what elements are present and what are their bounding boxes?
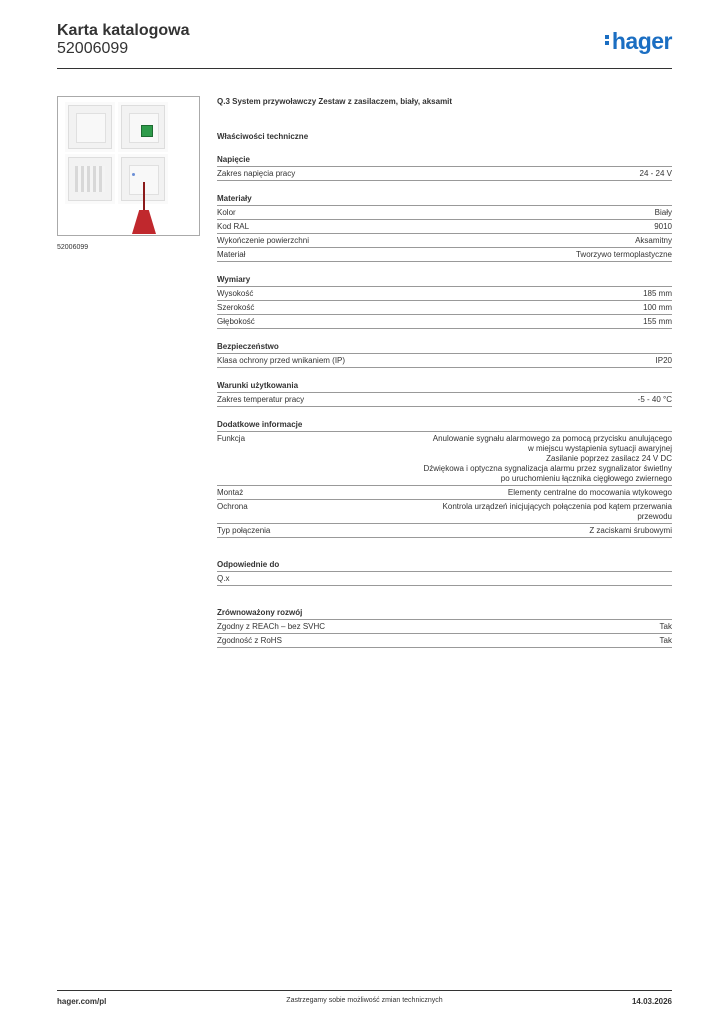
logo-dots-icon [605, 33, 610, 47]
spec-value [636, 356, 672, 366]
spec-value [634, 222, 672, 232]
section-title: Właściwości techniczne [217, 132, 309, 141]
spec-value-line: Dźwiękowa i optyczna sygnalizacja alarmu przez sygnalizator świetlny [423, 464, 672, 473]
page-header [57, 22, 672, 58]
spec-value-line: Tak [659, 622, 672, 631]
spec-row [217, 220, 672, 234]
spec-label: Typ połączenia [217, 526, 271, 535]
spec-value-line: Z zaciskami śrubowymi [589, 526, 672, 535]
spec-label: Szerokość [217, 303, 255, 312]
image-caption: 52006099 [57, 244, 89, 251]
spec-value-line: Biały [654, 208, 672, 217]
pull-cord-tile [121, 157, 165, 201]
spec-value [635, 208, 672, 218]
lamp-slats-icon [75, 166, 105, 192]
pull-handle-icon [132, 210, 156, 234]
spec-row [217, 432, 672, 486]
group-heading: Bezpieczeństwo [217, 342, 672, 354]
spec-row [217, 248, 672, 262]
spec-row [217, 354, 672, 368]
spec-row [217, 524, 672, 538]
spec-row [217, 620, 672, 634]
spec-value [623, 303, 672, 313]
spec-row [217, 500, 672, 524]
spec-label: Materiał [217, 250, 246, 259]
spec-value-line: 155 mm [643, 317, 672, 326]
spec-value [556, 250, 672, 260]
pull-cord-icon [143, 182, 145, 212]
spec-label: Montaż [217, 488, 244, 497]
group-heading: Warunki użytkowania [217, 381, 672, 393]
header-divider [57, 68, 672, 69]
spec-label: Kolor [217, 208, 236, 217]
spec-row [217, 486, 672, 500]
group-heading: Zrównoważony rozwój [217, 608, 672, 620]
spec-value-line: w miejscu wystąpienia sytuacji awaryjnej [527, 444, 672, 453]
spec-label: Klasa ochrony przed wnikaniem (IP) [217, 356, 346, 365]
spec-row [217, 167, 672, 181]
spec-value-line: Zasilanie poprzez zasilacz 24 V DC [546, 454, 672, 463]
led-icon [132, 173, 135, 176]
reset-button-tile [121, 105, 165, 149]
spec-value [488, 488, 672, 498]
spec-row [217, 634, 672, 648]
document-title: Karta katalogowa [57, 22, 190, 39]
spec-label: Zakres temperatur pracy [217, 395, 305, 404]
spec-value [623, 289, 672, 299]
spec-label: Ochrona [217, 502, 248, 511]
spec-label: Funkcja [217, 434, 246, 443]
spec-row [217, 206, 672, 220]
blank-cover-tile [68, 105, 112, 149]
spec-value-line: 24 - 24 V [639, 169, 672, 178]
spec-label: Zgodność z RoHS [217, 636, 282, 645]
spec-value-line: -5 - 40 °C [637, 395, 672, 404]
spec-label: Kod RAL [217, 222, 250, 231]
spec-value-line: Tak [659, 636, 672, 645]
hager-logo [605, 28, 672, 55]
group-heading: Materiały [217, 194, 672, 206]
spec-row [217, 572, 672, 586]
spec-value-line: Anulowanie sygnału alarmowego za pomocą przycisku anulującego [432, 434, 672, 443]
spec-value-line: Aksamitny [635, 236, 672, 245]
spec-label: Q.x [217, 574, 230, 583]
spec-groups [217, 155, 672, 538]
spec-label: Zgodny z REACh – bez SVHC [217, 622, 326, 631]
spec-value [423, 502, 672, 522]
extra-groups [217, 560, 672, 648]
product-name: Q.3 System przywoławczy Zestaw z zasilaczem, biały, aksamit [217, 97, 453, 106]
spec-value [620, 169, 672, 179]
group-heading: Wymiary [217, 275, 672, 287]
spec-row [217, 393, 672, 407]
group-heading: Napięcie [217, 155, 672, 167]
spec-row [217, 315, 672, 329]
spec-value-line: 9010 [654, 222, 672, 231]
spec-row [217, 301, 672, 315]
spec-label: Głębokość [217, 317, 255, 326]
footer-divider [57, 990, 672, 991]
spec-label: Wykończenie powierzchni [217, 236, 309, 245]
spec-value-line: 100 mm [643, 303, 672, 312]
document-number: 52006099 [57, 40, 129, 57]
spec-label: Wysokość [217, 289, 254, 298]
group-heading: Odpowiednie do [217, 560, 672, 572]
spec-value [569, 526, 672, 536]
spec-value-line: po uruchomieniu łącznika cięgłowego zwiernego [500, 474, 672, 483]
spec-row [217, 234, 672, 248]
spec-value [640, 636, 672, 646]
spec-value [618, 395, 672, 405]
spec-value-line: Elementy centralne do mocowania wtykowego [507, 488, 672, 497]
spec-value [623, 317, 672, 327]
spec-value [615, 236, 672, 246]
spec-label: Zakres napięcia pracy [217, 169, 296, 178]
footer-disclaimer: Zastrzegamy sobie możliwość zmian technicznych [286, 997, 443, 1004]
specification-content [217, 96, 672, 648]
spec-value-line: Tworzywo termoplastyczne [575, 250, 672, 259]
spec-value-line: Kontrola urządzeń inicjujących połączenia pod kątem przerwania [442, 502, 672, 511]
spec-value [403, 434, 672, 484]
spec-value-line: przewodu [637, 512, 672, 521]
spec-row [217, 287, 672, 301]
signal-lamp-tile [68, 157, 112, 201]
product-image [57, 96, 200, 236]
spec-value [652, 574, 672, 584]
footer-website[interactable]: hager.com/pl [57, 997, 107, 1006]
spec-value [640, 622, 672, 632]
green-button-icon [141, 125, 153, 137]
group-heading: Dodatkowe informacje [217, 420, 672, 432]
footer-date: 14.03.2026 [631, 997, 672, 1006]
spec-value-line: IP20 [655, 356, 672, 365]
logo-text: hager [611, 28, 672, 54]
spec-value-line: 185 mm [643, 289, 672, 298]
